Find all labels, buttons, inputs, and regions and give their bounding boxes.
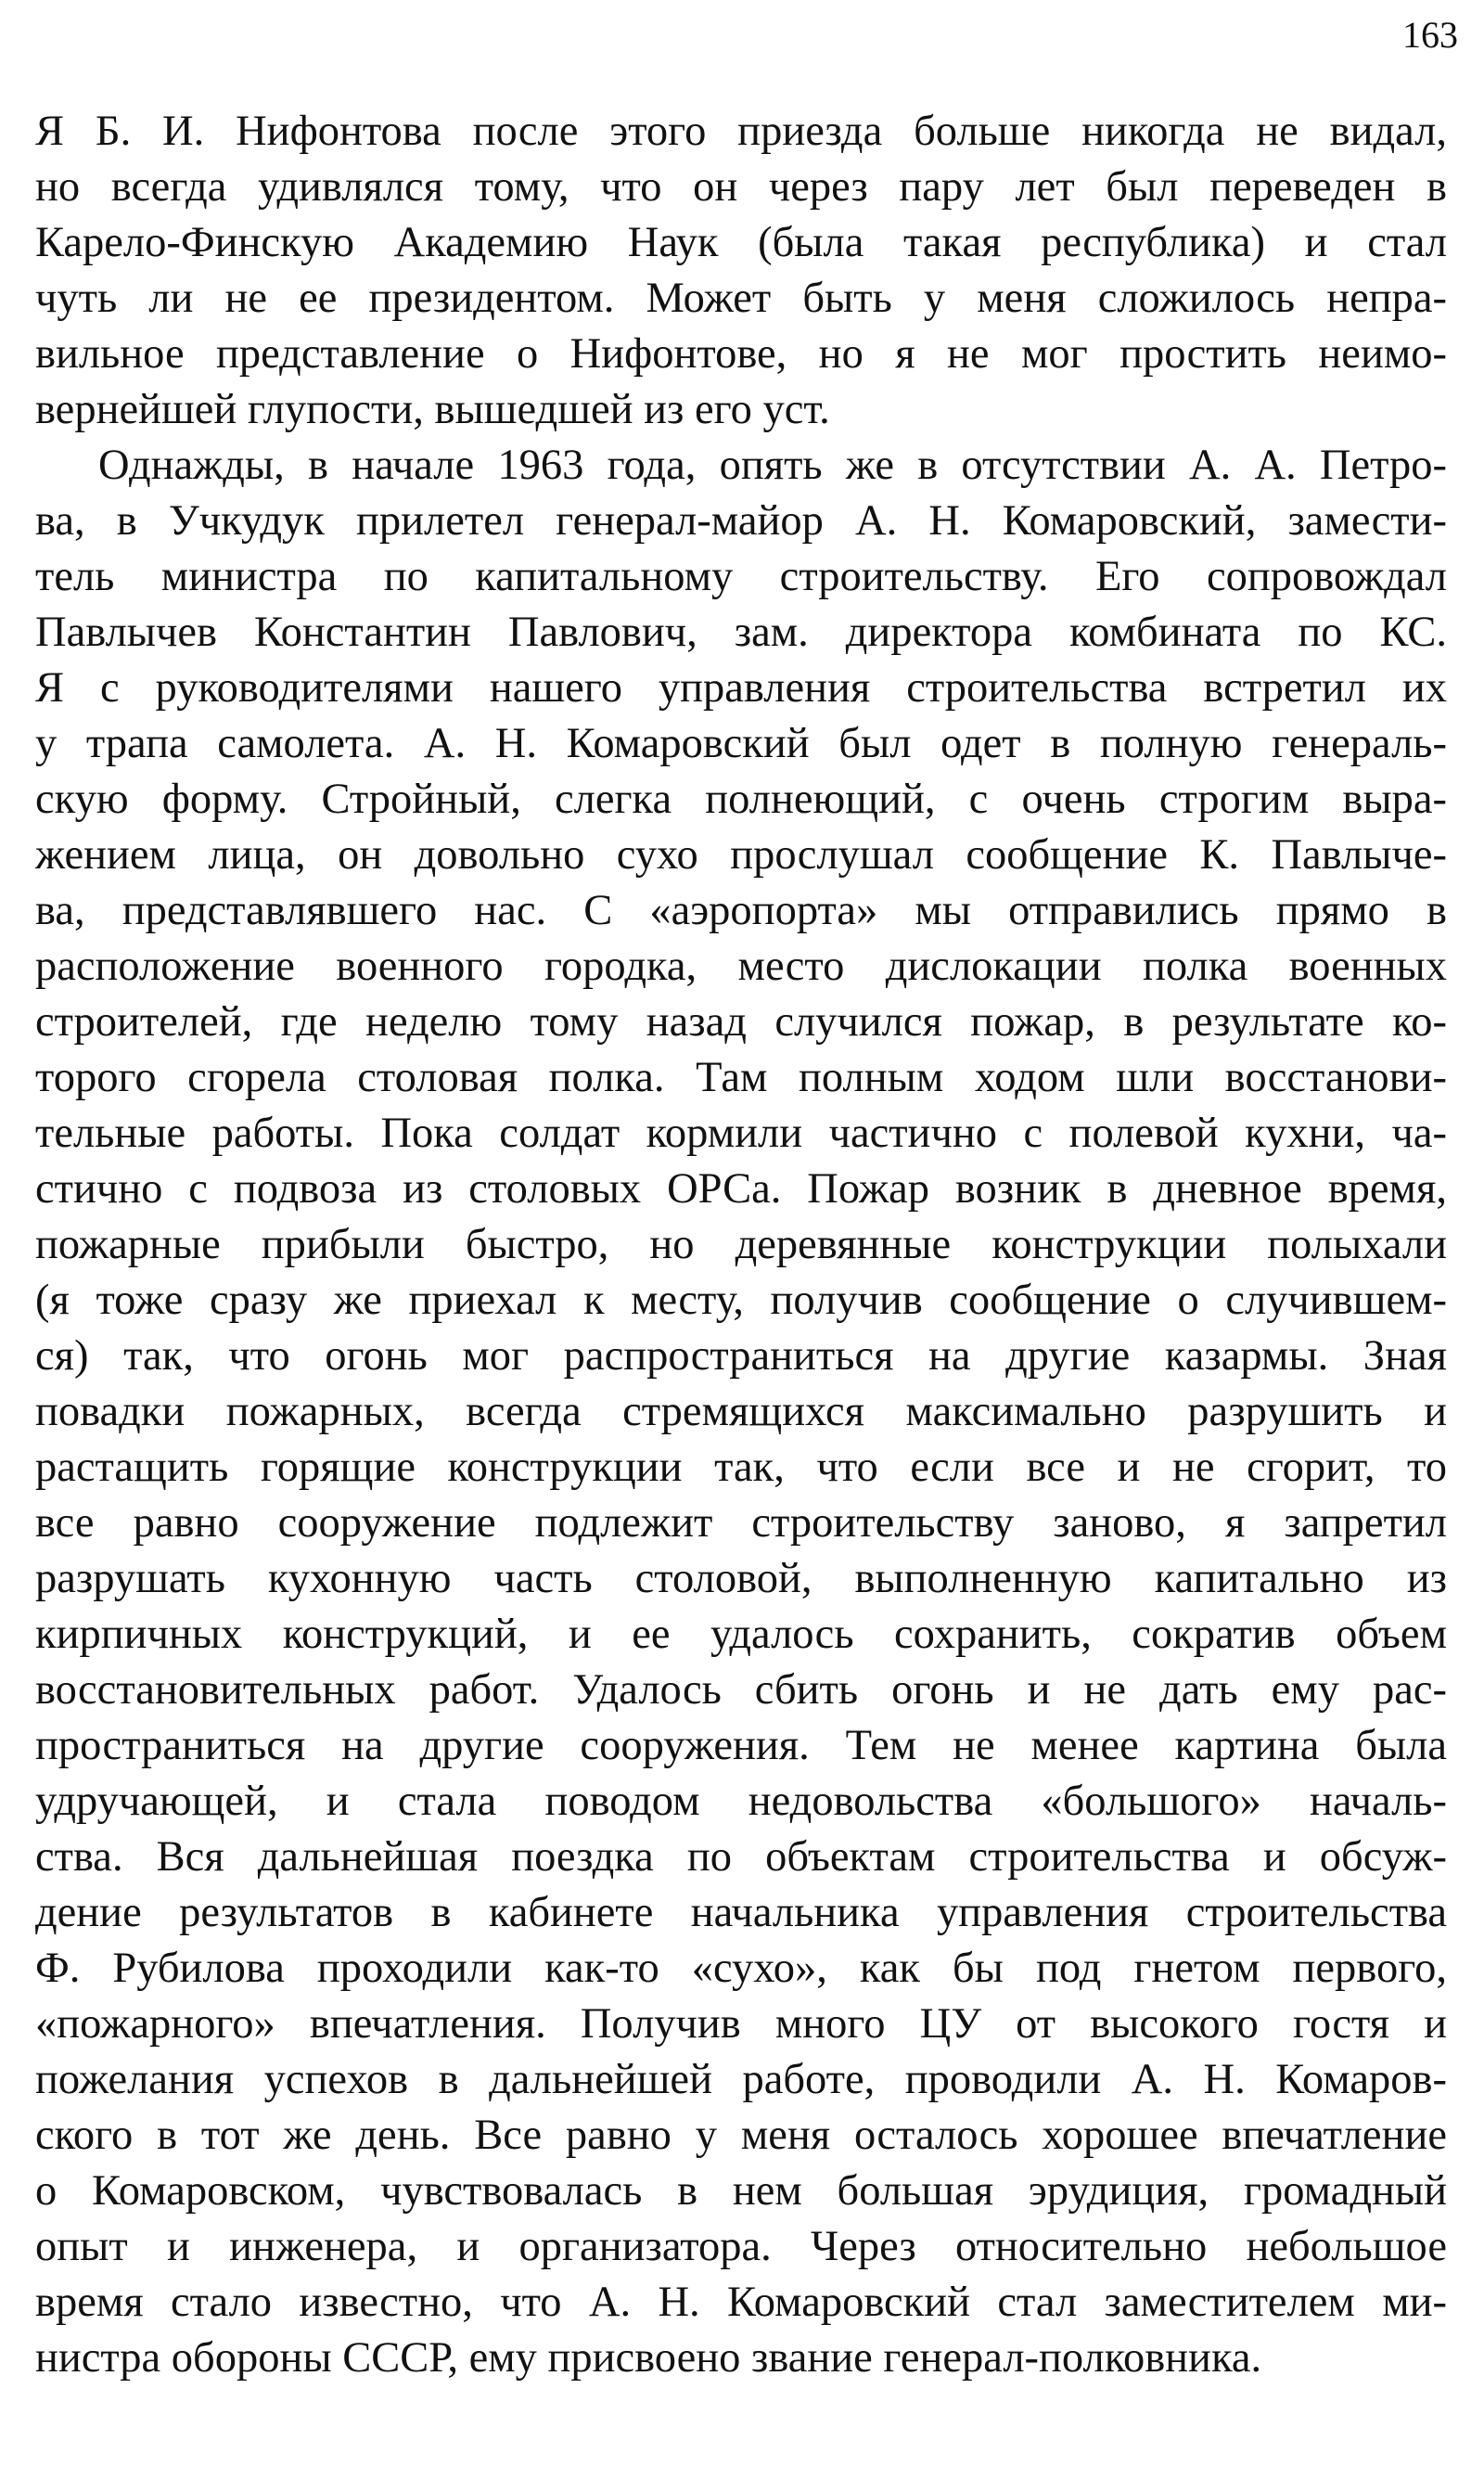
text-line: дение результатов в кабинете начальника управления строительства bbox=[35, 1889, 1447, 1936]
text-line: «пожарного» впечатления. Получив много ЦУ от высокого гостя и bbox=[35, 2000, 1447, 2048]
page-number: 163 bbox=[1402, 14, 1458, 56]
text-line: расположение военного городка, место дислокации полка военных bbox=[35, 943, 1447, 990]
text-line: но всегда удивлялся тому, что он через пару лет был переведен в bbox=[35, 163, 1447, 211]
text-line: Я с руководителями нашего управления строительства встретил их bbox=[35, 664, 1447, 712]
text-line: ва, представлявшего нас. С «аэропорта» мы отправились прямо в bbox=[35, 887, 1447, 934]
text-line: чуть ли не ее президентом. Может быть у меня сложилось непра- bbox=[35, 275, 1447, 322]
text-line: Я Б. И. Нифонтова после этого приезда больше никогда не видал, bbox=[35, 108, 1447, 155]
text-line: о Комаровском, чувствовалась в нем большая эрудиция, громадный bbox=[35, 2167, 1447, 2215]
text-line: пожелания успехов в дальнейшей работе, проводили А. Н. Комаров- bbox=[35, 2056, 1447, 2103]
text-line: вернейшей глупости, вышедшей из его уст. bbox=[35, 386, 830, 433]
text-line: удручающей, и стала поводом недовольства «большого» началь- bbox=[35, 1778, 1447, 1825]
text-line: (я тоже сразу же приехал к месту, получив сообщение о случившем- bbox=[35, 1277, 1447, 1324]
text-line: растащить горящие конструкции так, что если все и не сгорит, то bbox=[35, 1444, 1447, 1491]
text-line: тельные работы. Пока солдат кормили частично с полевой кухни, ча- bbox=[35, 1110, 1447, 1157]
text-line: ского в тот же день. Все равно у меня осталось хорошее впечатление bbox=[35, 2112, 1447, 2159]
text-line: строителей, где неделю тому назад случился пожар, в результате ко- bbox=[35, 998, 1447, 1046]
body-text bbox=[35, 104, 1447, 2386]
text-line: все равно сооружение подлежит строительству заново, я запретил bbox=[35, 1499, 1447, 1547]
text-line: ся) так, что огонь мог распространиться на другие казармы. Зная bbox=[35, 1332, 1447, 1380]
text-line: время стало известно, что А. Н. Комаровский стал заместителем ми- bbox=[35, 2279, 1447, 2326]
text-line: ва, в Учкудук прилетел генерал-майор А. Н. Комаровский, замести- bbox=[35, 497, 1447, 545]
text-line: торого сгорела столовая полка. Там полным ходом шли восстанови- bbox=[35, 1054, 1447, 1101]
text-line: тель министра по капитальному строительству. Его сопровождал bbox=[35, 553, 1447, 600]
text-line: повадки пожарных, всегда стремящихся максимально разрушить и bbox=[35, 1388, 1447, 1435]
text-line: у трапа самолета. А. Н. Комаровский был одет в полную генераль- bbox=[35, 720, 1447, 767]
text-line: опыт и инженера, и организатора. Через относительно небольшое bbox=[35, 2223, 1447, 2270]
text-line: Однажды, в начале 1963 года, опять же в отсутствии А. А. Петро- bbox=[98, 442, 1447, 489]
text-line: жением лица, он довольно сухо прослушал сообщение К. Павлыче- bbox=[35, 831, 1447, 879]
text-line: вильное представление о Нифонтове, но я не мог простить неимо- bbox=[35, 330, 1447, 378]
text-line: пожарные прибыли быстро, но деревянные конструкции полыхали bbox=[35, 1221, 1447, 1268]
paragraph-1 bbox=[35, 104, 1447, 438]
text-line: пространиться на другие сооружения. Тем не менее картина была bbox=[35, 1722, 1447, 1769]
text-line: скую форму. Стройный, слегка полнеющий, с очень строгим выра- bbox=[35, 776, 1447, 823]
text-line: ства. Вся дальнейшая поездка по объектам строительства и обсуж- bbox=[35, 1833, 1447, 1881]
text-line: разрушать кухонную часть столовой, выполненную капитально из bbox=[35, 1555, 1447, 1602]
text-line: восстановительных работ. Удалось сбить огонь и не дать ему рас- bbox=[35, 1666, 1447, 1714]
paragraph-2 bbox=[35, 438, 1447, 2386]
text-line: Павлычев Константин Павлович, зам. директора комбината по КС. bbox=[35, 609, 1447, 656]
text-line: кирпичных конструкций, и ее удалось сохранить, сократив объем bbox=[35, 1611, 1447, 1658]
text-line: Карело-Финскую Академию Наук (была такая республика) и стал bbox=[35, 219, 1447, 266]
text-line: Ф. Рубилова проходили как-то «сухо», как бы под гнетом первого, bbox=[35, 1945, 1447, 1992]
text-line: стично с подвоза из столовых ОРСа. Пожар возник в дневное время, bbox=[35, 1165, 1447, 1213]
text-line: нистра обороны СССР, ему присвоено звание генерал-полковника. bbox=[35, 2334, 1262, 2382]
